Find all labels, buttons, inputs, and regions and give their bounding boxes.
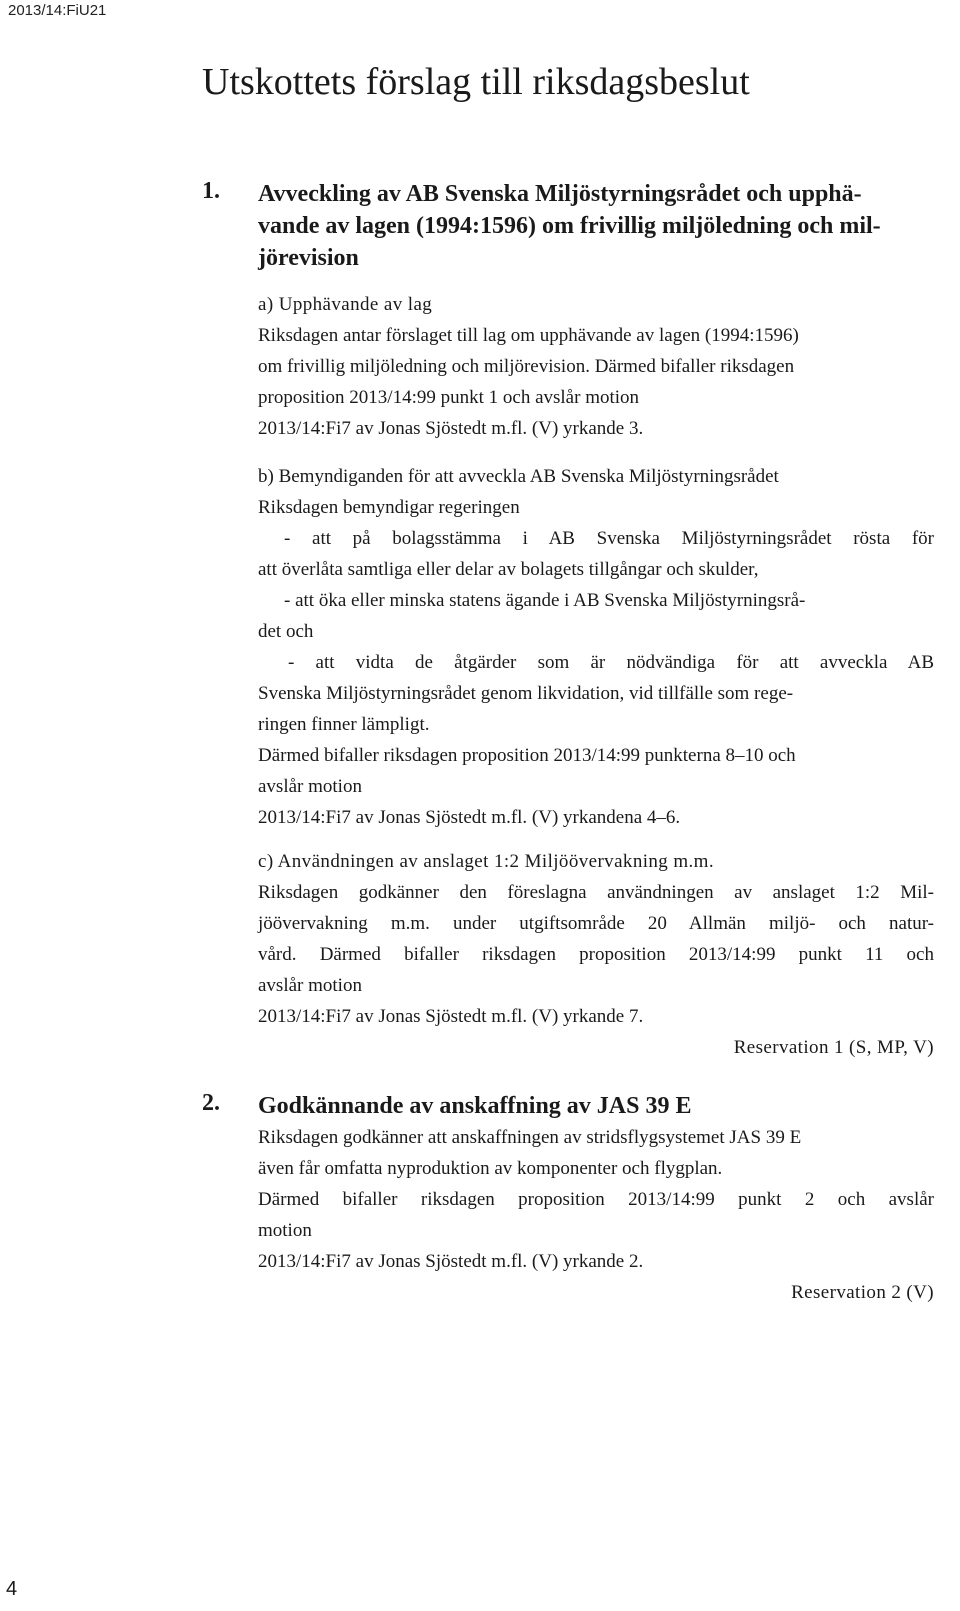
text-line: ringen finner lämpligt.: [258, 714, 430, 735]
text-line: Riksdagen bemyndigar regeringen: [258, 497, 520, 518]
heading-line: Avveckling av AB Svenska Miljöstyrningsrådet och upphä-: [258, 181, 862, 207]
text-line: - att öka eller minska statens ägande i AB Svenska Miljöstyrningsrå-: [284, 590, 806, 611]
section-1c-label: c) Användningen av anslaget 1:2 Miljöövervakning m.m.: [258, 851, 715, 872]
section-1b-label: b) Bemyndiganden för att avveckla AB Svenska Miljöstyrningsrådet: [258, 466, 779, 487]
item-2-heading: Godkännande av anskaffning av JAS 39 E: [258, 1093, 692, 1119]
text-line: jöövervakning m.m. under utgiftsområde 20 Allmän miljö- och natur-: [258, 913, 934, 934]
document-reference: 2013/14:FiU21: [8, 2, 107, 19]
section-1a-label: a) Upphävande av lag: [258, 294, 433, 315]
text-line: - att vidta de åtgärder som är nödvändiga för att avveckla AB: [288, 652, 934, 673]
text-line: även får omfatta nyproduktion av komponenter och flygplan.: [258, 1158, 723, 1179]
text-line: Svenska Miljöstyrningsrådet genom likvidation, vid tillfälle som rege-: [258, 683, 794, 704]
item-2-number: 2.: [202, 1090, 220, 1116]
text-line: Riksdagen godkänner den föreslagna användningen av anslaget 1:2 Mil-: [258, 882, 934, 903]
text-line: vård. Därmed bifaller riksdagen proposition 2013/14:99 punkt 11 och: [258, 944, 934, 965]
page-number: 4: [6, 1578, 18, 1600]
text-line: Därmed bifaller riksdagen proposition 2013/14:99 punkterna 8–10 och: [258, 745, 796, 766]
heading-line: vande av lagen (1994:1596) om frivillig miljöledning och mil-: [258, 213, 881, 239]
section-1c: [258, 846, 934, 1063]
heading-line: jörevision: [258, 245, 359, 271]
reservation-1: Reservation 1 (S, MP, V): [733, 1037, 934, 1058]
page-title: Utskottets förslag till riksdagsbeslut: [202, 61, 750, 103]
text-line: proposition 2013/14:99 punkt 1 och avslår motion: [258, 387, 640, 408]
text-line: - att på bolagsstämma i AB Svenska Miljöstyrningsrådet rösta för: [284, 528, 934, 549]
text-line: 2013/14:Fi7 av Jonas Sjöstedt m.fl. (V) yrkande 7.: [258, 1006, 644, 1027]
text-line: Riksdagen antar förslaget till lag om upphävande av lagen (1994:1596): [258, 325, 799, 346]
section-1b: [258, 461, 934, 833]
text-line: om frivillig miljöledning och miljörevision. Därmed bifaller riksdagen: [258, 356, 795, 377]
text-line: 2013/14:Fi7 av Jonas Sjöstedt m.fl. (V) yrkandena 4–6.: [258, 807, 681, 828]
item-1-number: 1.: [202, 178, 220, 204]
section-1a: [258, 289, 934, 444]
text-line: det och: [258, 621, 314, 642]
reservation-2: Reservation 2 (V): [791, 1282, 934, 1303]
section-2-body: [258, 1122, 934, 1308]
text-line: motion: [258, 1220, 312, 1241]
text-line: avslår motion: [258, 776, 362, 797]
text-line: att överlåta samtliga eller delar av bolagets tillgångar och skulder,: [258, 559, 759, 580]
text-line: 2013/14:Fi7 av Jonas Sjöstedt m.fl. (V) yrkande 2.: [258, 1251, 644, 1272]
text-line: Riksdagen godkänner att anskaffningen av stridsflygsystemet JAS 39 E: [258, 1127, 802, 1148]
text-line: Därmed bifaller riksdagen proposition 2013/14:99 punkt 2 och avslår: [258, 1189, 934, 1210]
text-line: 2013/14:Fi7 av Jonas Sjöstedt m.fl. (V) yrkande 3.: [258, 418, 644, 439]
item-1-heading: [258, 178, 934, 274]
text-line: avslår motion: [258, 975, 362, 996]
